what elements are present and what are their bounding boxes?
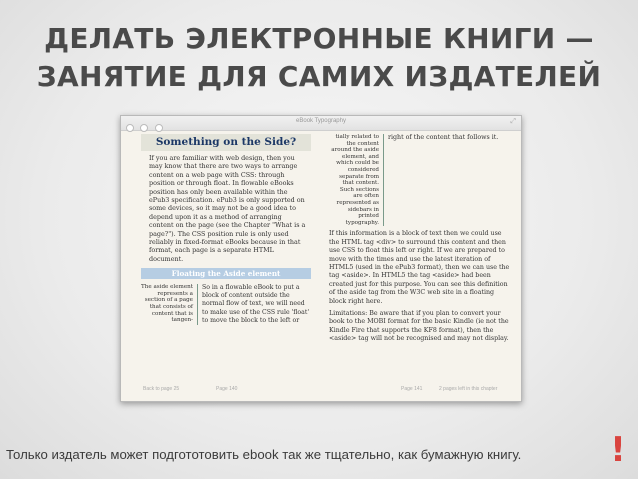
- paragraph-html5-aside: If this information is a block of text then we could use the HTML tag <div> to surround this content and then use CSS to float this left or right. If we are prepared to move with the times and use the latest iteration of HTML5 (used in the ePub3 format), then we can use the tag <aside>. In HTML5 the tag <aside> had been created just for this purpose. You can see this definition of the aside tag from the W3C web site in a floating block right here.: [329, 230, 510, 305]
- zoom-icon[interactable]: [155, 124, 163, 132]
- slide-title-line-2: ЗАНЯТИЕ ДЛЯ САМИХ ИЗДАТЕЛЕЙ: [36, 60, 602, 93]
- ebook-reader-window: [120, 115, 522, 402]
- minimize-icon[interactable]: [140, 124, 148, 132]
- paragraph-limitations: Limitations: Be aware that if you plan to convert your book to the MOBI format for the basic Kindle (ie not the Kindle Fire that supports the KF8 format), then the <aside> tag will not be recognised and may not display.: [329, 309, 509, 343]
- window-titlebar: [121, 116, 521, 131]
- right-page: [329, 134, 511, 378]
- close-icon[interactable]: [126, 124, 134, 132]
- float-example: [141, 284, 311, 324]
- pages-remaining: 2 pages left in this chapter: [439, 386, 498, 392]
- flow-text-right: right of the content that follows it.: [388, 134, 499, 141]
- page-number-right: Page 141: [401, 386, 423, 392]
- page-number-left: Page 140: [216, 386, 238, 392]
- back-to-page-link[interactable]: Back to page 25: [143, 386, 180, 392]
- exclamation-mark: !: [610, 430, 626, 470]
- section-heading: Floating the Aside element: [141, 268, 311, 279]
- flow-text-left: So in a flowable eBook to put a block of content outside the normal flow of text, we will need to make use of the CSS rule 'float' to move the block to the left or: [202, 284, 310, 324]
- slide-caption: Только издатель может подгототовить ebook так же тщательно, как бумажную книгу.: [6, 447, 522, 462]
- fullscreen-icon[interactable]: ⤢: [510, 118, 516, 125]
- reader-footer: [121, 386, 521, 396]
- slide-title-line-1: ДЕЛАТЬ ЭЛЕКТРОННЫЕ КНИГИ —: [44, 22, 594, 55]
- window-title: eBook Typography: [296, 118, 346, 124]
- aside-block-left: The aside element represents a section of a page that consists of content that is tangen-: [141, 284, 198, 324]
- chapter-heading: Something on the Side?: [141, 134, 311, 151]
- aside-block-right: tially related to the content around the aside element, and which could be considered separate from that content. Such sections are often represented as sidebars in printed typography.: [329, 134, 384, 226]
- float-example-continued: [329, 134, 511, 226]
- intro-paragraph: If you are familiar with web design, then you may know that there are two ways to arrange content on a web page with CSS: through position or through float. In flowable eBooks position has only been available within the ePub3 specification. ePub3 is only supported on some devices, so it may not be a good idea to depend upon it as a method of arranging content on the page (see the Chapter "What is a page?"). The CSS position rule is only used reliably in fixed-format eBooks because in that format, each page is a separate HTML document.: [149, 154, 306, 263]
- left-page: [141, 134, 311, 378]
- slide-title: [0, 20, 638, 96]
